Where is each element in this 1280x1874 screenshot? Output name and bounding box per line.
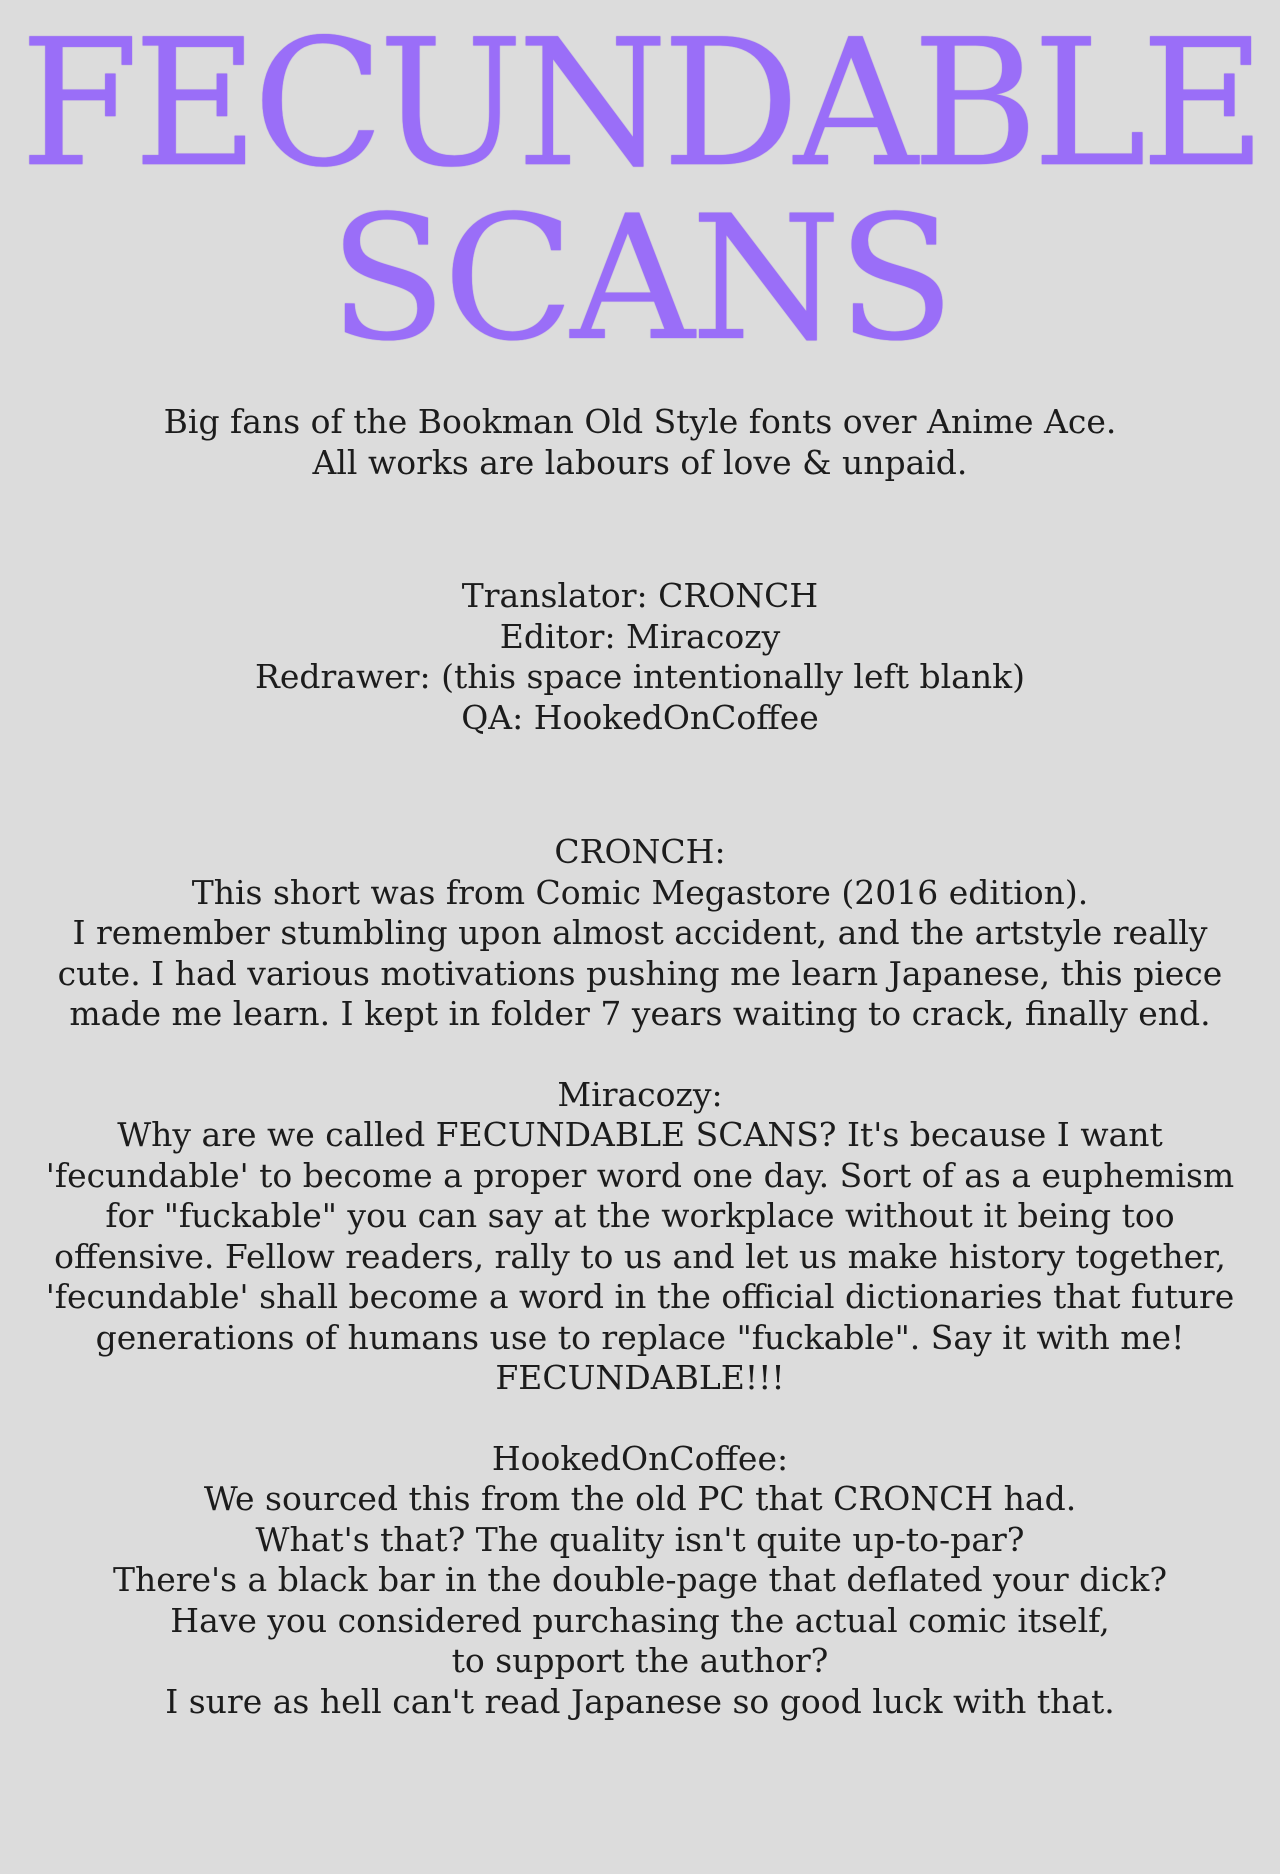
note-line: FECUNDABLE!!! xyxy=(495,1358,785,1397)
note-line: offensive. Fellow readers, rally to us and let us make history together, xyxy=(54,1236,1226,1276)
logo-line-1: FECUNDABLE xyxy=(19,0,1261,206)
note-line: What's that? The quality isn't quite up-to-par? xyxy=(255,1519,1025,1559)
note-line: Have you considered purchasing the actual comic itself, xyxy=(170,1600,1110,1640)
staff-credits xyxy=(0,576,1280,738)
note-line: We sourced this from the old PC that CRONCH had. xyxy=(203,1479,1077,1518)
note-cronch xyxy=(0,832,1280,1035)
note-line: cute. I had various motivations pushing me learn Japanese, this piece xyxy=(57,953,1223,993)
credit-editor: Editor: Miracozy xyxy=(499,616,781,656)
note-line: This short was from Comic Megastore (2016 edition). xyxy=(191,872,1089,912)
note-line: I sure as hell can't read Japanese so good luck with that. xyxy=(165,1681,1115,1721)
note-line: I remember stumbling upon almost accident, and the artstyle really xyxy=(72,913,1208,952)
credit-translator: Translator: CRONCH xyxy=(461,576,819,615)
note-miracozy xyxy=(0,1075,1280,1399)
note-heading: CRONCH: xyxy=(554,832,726,871)
note-line: to support the author? xyxy=(451,1641,829,1680)
note-line: made me learn. I kept in folder 7 years waiting to crack, finally end. xyxy=(69,994,1211,1033)
credit-qa: QA: HookedOnCoffee xyxy=(461,697,819,737)
note-line: for "fuckable" you can say at the workplace without it being too xyxy=(105,1196,1175,1235)
group-logo xyxy=(0,0,1280,379)
note-line: 'fecundable' shall become a word in the official dictionaries that future xyxy=(45,1277,1235,1316)
logo-line-2: SCANS xyxy=(329,178,951,379)
intro-line: Big fans of the Bookman Old Style fonts over Anime Ace. xyxy=(163,402,1117,441)
intro-text xyxy=(0,402,1280,483)
note-hookedoncoffee xyxy=(0,1439,1280,1723)
note-line: There's a black bar in the double-page that deflated your dick? xyxy=(112,1560,1168,1599)
note-heading: HookedOnCoffee: xyxy=(491,1438,789,1478)
note-line: 'fecundable' to become a proper word one day. Sort of as a euphemism xyxy=(45,1155,1235,1195)
note-line: Why are we called FECUNDABLE SCANS? It's because I want xyxy=(117,1115,1163,1154)
intro-line: All works are labours of love & unpaid. xyxy=(312,442,968,482)
note-heading: Miracozy: xyxy=(557,1074,723,1114)
note-line: generations of humans use to replace "fuckable". Say it with me! xyxy=(95,1317,1185,1357)
credit-redrawer: Redrawer: (this space intentionally left blank) xyxy=(255,657,1025,696)
